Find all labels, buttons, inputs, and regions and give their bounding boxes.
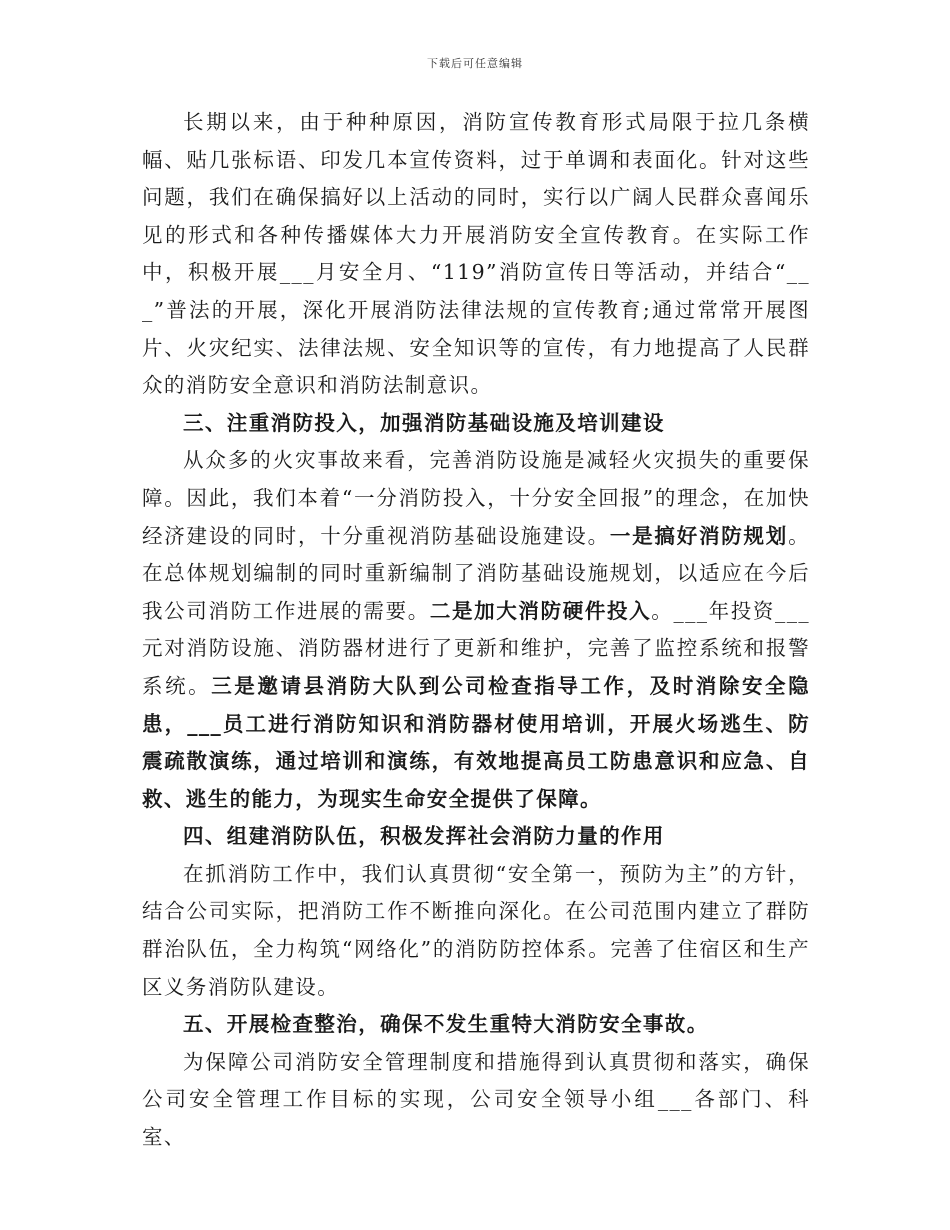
section-heading-3: 三、注重消防投入，加强消防基础设施及培训建设: [183, 410, 665, 435]
paragraph-team: 在抓消防工作中，我们认真贯彻“安全第一，预防为主”的方针，结合公司实际，把消防工作不断推向深化。在公司范围内建立了群防群治队伍，全力构筑“网络化”的消防防控体系。完善了住宿区和生产区义务消防队建设。: [142, 861, 810, 999]
paragraph-publicity: 长期以来，由于种种原因，消防宣传教育形式局限于拉几条横幅、贴几张标语、印发几本宣传资料，过于单调和表面化。针对这些问题，我们在确保搞好以上活动的同时，实行以广阔人民群众喜闻乐见的形式和各种传播媒体大力开展消防安全宣传教育。在实际工作中，积极开展___月安全月、“119”消防宣传日等活动，并结合“___”普法的开展，深化开展消防法律法规的宣传教育;通过常常开展图片、火灾纪实、法律法规、安全知识等的宣传，有力地提高了人民群众的消防安全意识和消防法制意识。: [142, 110, 810, 398]
investment-text-1: 从众多的火灾事故来看，完善消防设施是减轻火灾损失的重要保障。因此，我们本着“一分消防投入，十分安全回报”的理念，在加快经济建设的同时，十分重视消防基础设施建设。: [142, 448, 810, 548]
investment-point-2: 二是加大消防硬件投入: [429, 598, 652, 623]
section-heading-5: 五、开展检查整治，确保不发生重特大消防安全事故。: [183, 1012, 709, 1037]
page-header-note: 下载后可任意编辑: [427, 57, 523, 70]
investment-point-3: 三是邀请县消防大队到公司检查指导工作，及时消除安全隐患，___员工进行消防知识和消防器材使用培训，开展火场逃生、防震疏散演练，通过培训和演练，有效地提高员工防患意识和应急、自救、逃生的能力，为现实生命安全提供了保障。: [142, 673, 810, 811]
investment-text-2: 。在总体规划编制的同时重新编制了消防基础设施规划，以适应在今后我公司消防工作进展的需要。: [142, 523, 810, 623]
paragraph-investment: [142, 442, 810, 818]
investment-point-1: 一是搞好消防规划: [609, 523, 789, 548]
investment-text-3: 。___年投资___元对消防设施、消防器材进行了更新和维护，完善了监控系统和报警系统。: [142, 598, 811, 698]
section-heading-4: 四、组建消防队伍，积极发挥社会消防力量的作用: [183, 824, 665, 849]
paragraph-inspection: 为保障公司消防安全管理制度和措施得到认真贯彻和落实，确保公司安全管理工作目标的实现，公司安全领导小组___各部门、科室、: [142, 1049, 810, 1150]
document-body: [142, 104, 810, 1157]
